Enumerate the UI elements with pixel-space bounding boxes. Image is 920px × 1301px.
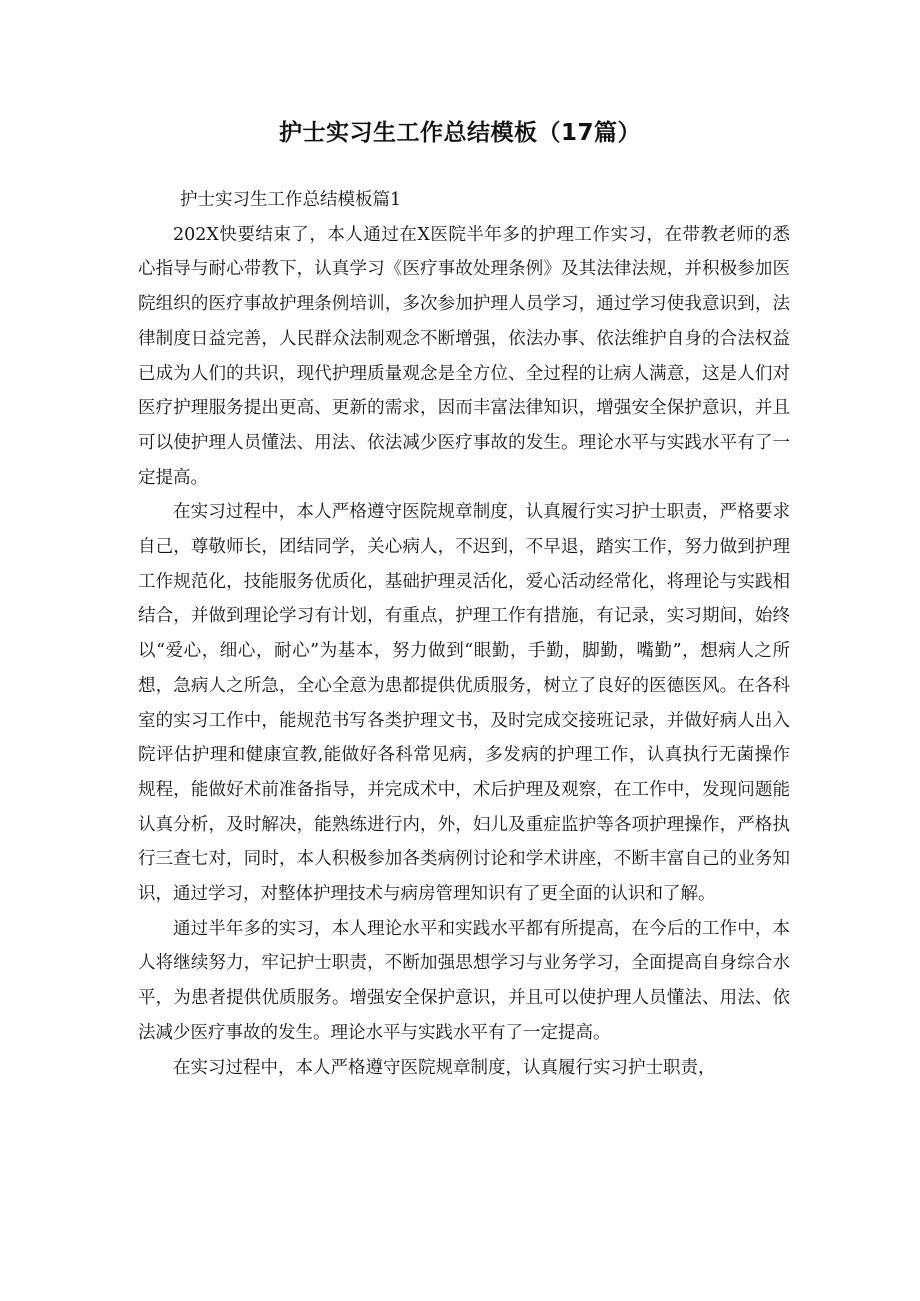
body-paragraph: 在实习过程中，本人严格遵守医院规章制度，认真履行实习护士职责，严格要求自己，尊敬师长，团结同学，关心病人，不迟到，不早退，踏实工作，努力做到护理工作规范化，技能服务优质化，基础护理灵活化，爱心活动经常化，将理论与实践相结合，并做到理论学习有计划，有重点，护理工作有措施，有记录，实习期间，始终以“爱心，细心，耐心”为基本，努力做到“眼勤，手勤，脚勤，嘴勤”，想病人之所想，急病人之所急，全心全意为患都提供优质服务，树立了良好的医德医风。在各科室的实习工作中，能规范书写各类护理文书，及时完成交接班记录，并做好病人出入院评估护理和健康宣教,能做好各科常见病，多发病的护理工作，认真执行无菌操作规程，能做好术前准备指导，并完成术中，术后护理及观察，在工作中，发现问题能认真分析，及时解决，能熟练进行内，外，妇儿及重症监护等各项护理操作，严格执行三查七对，同时，本人积极参加各类病例讨论和学术讲座，不断丰富自己的业务知识，通过学习，对整体护理技术与病房管理知识有了更全面的认识和了解。: [138, 502, 790, 905]
body-paragraph: 在实习过程中，本人严格遵守医院规章制度，认真履行实习护士职责，: [173, 1057, 716, 1078]
body-paragraph: 202X快要结束了，本人通过在X医院半年多的护理工作实习，在带教老师的悉心指导与耐心带教下，认真学习《医疗事故处理条例》及其法律法规，并积极参加医院组织的医疗事故护理条例培训，多次参加护理人员学习，通过学习使我意识到，法律制度日益完善，人民群众法制观念不断增强，依法办事、依法维护自身的合法权益已成为人们的共识，现代护理质量观念是全方位、全过程的让病人满意，这是人们对医疗护理服务提出更高、更新的需求，因而丰富法律知识，增强安全保护意识，并且可以使护理人员懂法、用法、依法减少医疗事故的发生。理论水平与实践水平有了一定提高。: [138, 224, 790, 488]
document-title: 护士实习生工作总结模板（17篇）: [278, 120, 641, 146]
document-body: [138, 183, 790, 1085]
body-paragraph: 通过半年多的实习，本人理论水平和实践水平都有所提高，在今后的工作中，本人将继续努力，牢记护士职责，不断加强思想学习与业务学习，全面提高自身综合水平，为患者提供优质服务。增强安全保护意识，并且可以使护理人员懂法、用法、依法减少医疗事故的发生。理论水平与实践水平有了一定提高。: [138, 918, 790, 1043]
section-subtitle: 护士实习生工作总结模板篇1: [180, 190, 402, 210]
